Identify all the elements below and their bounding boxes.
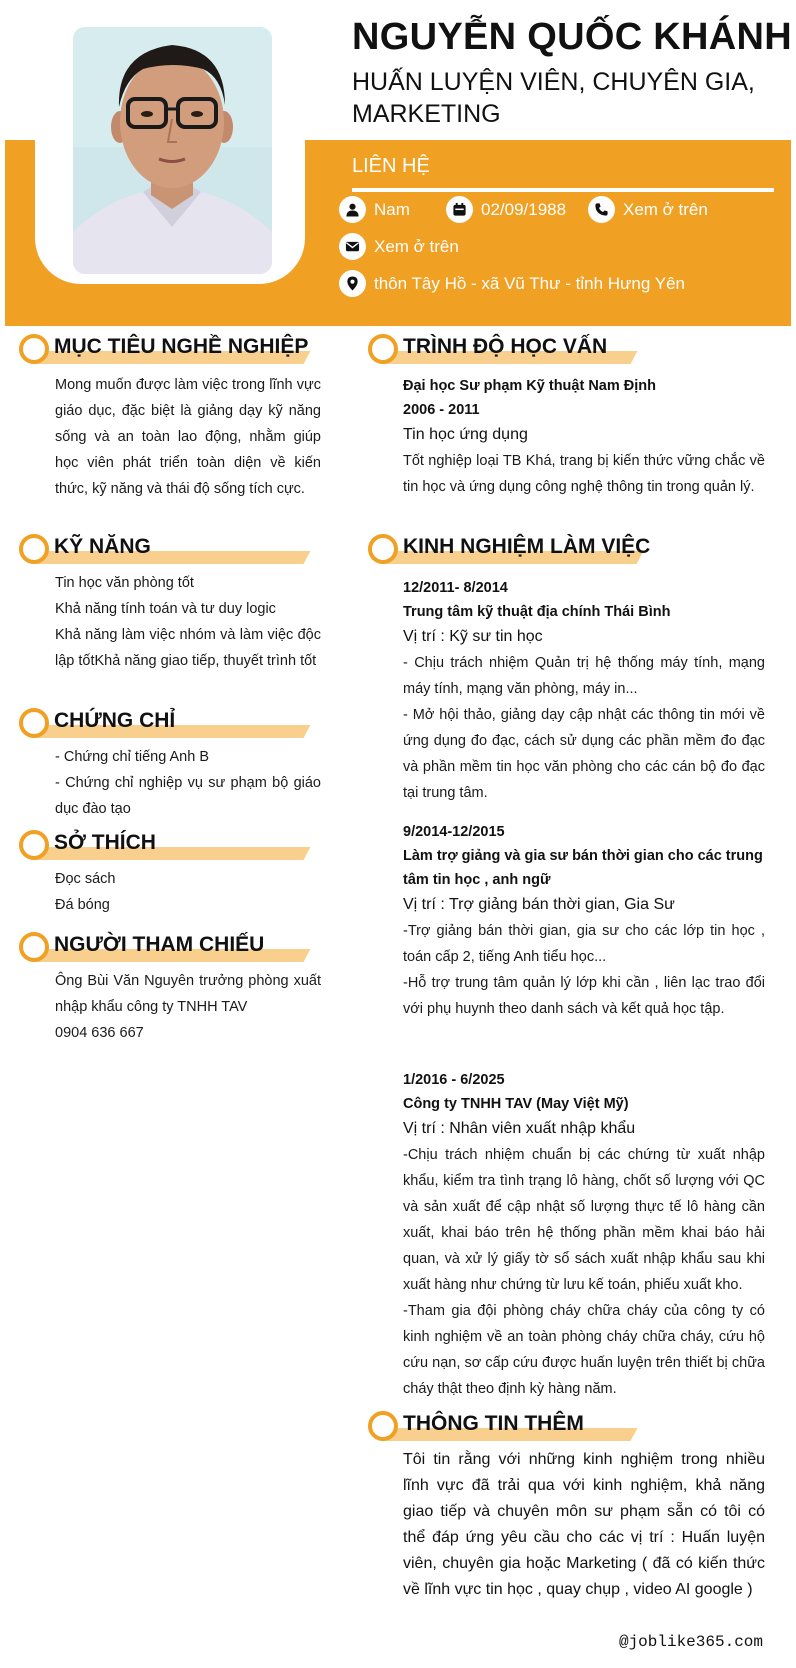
list-item: Khả năng tính toán và tư duy logic (55, 601, 276, 617)
contact-birthday (446, 196, 566, 223)
job-date: 1/2016 - 6/2025 (403, 1072, 505, 1088)
job-position: Vị trí : Nhân viên xuất nhập khẩu (403, 1120, 636, 1137)
education-major: Tin học ứng dụng (403, 426, 528, 443)
experience-entry (403, 820, 765, 1022)
hobbies-section-header (19, 828, 309, 862)
list-item: - Chứng chỉ tiếng Anh B (55, 749, 209, 765)
experience-entry (403, 576, 765, 806)
header-circle-icon (19, 830, 49, 860)
list-item: Đọc sách (55, 871, 116, 887)
experience-entry (403, 1068, 765, 1402)
job-detail-item: - Chịu trách nhiệm Quản trị hệ thống máy tính, mạng máy tính, mạng văn phòng, máy in... (403, 655, 765, 697)
list-item: Tin học văn phòng tốt (55, 575, 194, 591)
contact-address (339, 270, 685, 297)
address-value: thôn Tây Hồ - xã Vũ Thư - tỉnh Hưng Yên (374, 273, 685, 293)
education-years: 2006 - 2011 (403, 402, 480, 418)
references-section-header (19, 930, 309, 964)
additional-section-header (368, 1409, 648, 1443)
email-value: Xem ở trên (374, 236, 459, 256)
contact-phone (588, 196, 708, 223)
header-circle-icon (19, 708, 49, 738)
location-pin-icon (339, 270, 366, 297)
job-details (403, 1142, 765, 1402)
references-title: NGƯỜI THAM CHIẾU (54, 933, 265, 956)
education-description: Tốt nghiệp loại TB Khá, trang bị kiến thức vững chắc về tin học và ứng dụng công nghệ thông tin trong quản lý. (403, 453, 765, 495)
contact-gender (339, 196, 410, 223)
certificates-list (55, 744, 321, 822)
header-circle-icon (19, 534, 49, 564)
skills-list (55, 570, 321, 674)
user-icon (339, 196, 366, 223)
experience-section-header (368, 532, 658, 566)
job-position: Vị trí : Kỹ sư tin học (403, 628, 543, 645)
hobbies-list (55, 866, 321, 918)
calendar-icon (446, 196, 473, 223)
job-title: HUẤN LUYỆN VIÊN, CHUYÊN GIA, MARKETING (352, 68, 755, 128)
list-item: Khả năng làm việc nhóm và làm việc độc lập tốtKhả năng giao tiếp, thuyết trình tốt (55, 627, 321, 669)
education-school: Đại học Sư phạm Kỹ thuật Nam Định (403, 378, 656, 394)
job-date: 12/2011- 8/2014 (403, 580, 508, 596)
contact-email (339, 233, 459, 260)
hobbies-title: SỞ THÍCH (54, 831, 156, 854)
header-circle-icon (19, 932, 49, 962)
objective-text: Mong muốn được làm việc trong lĩnh vực giáo dục, đặc biệt là giảng dạy kỹ năng sống và an toàn lao động, nhằm giúp học viên phát triển toàn diện về kiến thức, kỹ năng và thái độ sống tích cực. (55, 377, 321, 497)
header-circle-icon (368, 534, 398, 564)
additional-title: THÔNG TIN THÊM (403, 1412, 584, 1435)
job-position: Vị trí : Trợ giảng bán thời gian, Gia Sư (403, 896, 675, 913)
header-circle-icon (368, 1411, 398, 1441)
list-item: Đá bóng (55, 897, 110, 913)
certificates-section-header (19, 706, 309, 740)
job-details (403, 650, 765, 806)
education-title: TRÌNH ĐỘ HỌC VẤN (403, 335, 608, 358)
job-company: Công ty TNHH TAV (May Việt Mỹ) (403, 1096, 629, 1112)
job-detail-item: -Trợ giảng bán thời gian, gia sư cho các lớp tin học , toán cấp 2, tiếng Anh tiểu học... (403, 923, 765, 965)
gender-value: Nam (374, 199, 410, 219)
profile-photo (73, 27, 272, 274)
skills-title: KỸ NĂNG (54, 535, 151, 558)
objective-title: MỤC TIÊU NGHỀ NGHIỆP (54, 335, 309, 358)
skills-section-header (19, 532, 309, 566)
job-company: Làm trợ giảng và gia sư bán thời gian cho các trung tâm tin học , anh ngữ (403, 848, 763, 888)
header-circle-icon (368, 334, 398, 364)
phone-icon (588, 196, 615, 223)
contact-divider (352, 188, 774, 192)
birthday-value: 02/09/1988 (481, 199, 567, 219)
header-circle-icon (19, 334, 49, 364)
footer-watermark: @joblike365.com (618, 1633, 763, 1651)
job-detail-item: -Hỗ trợ trung tâm quản lý lớp khi cần , liên lạc trao đổi với phụ huynh theo danh sách và kết quả học tập. (403, 975, 765, 1017)
list-item: 0904 636 667 (55, 1025, 144, 1041)
references-list (55, 968, 321, 1046)
phone-value: Xem ở trên (623, 199, 708, 219)
job-detail-item: -Tham gia đội phòng cháy chữa cháy của công ty có kinh nghiệm về an toàn phòng cháy chữa cháy, cứu hộ cứu nạn, sơ cấp cứu được huấn luyện trên thiết bị chữa cháy thật theo định kỳ hàng năm. (403, 1303, 765, 1397)
additional-text: Tôi tin rằng với những kinh nghiệm trong nhiều lĩnh vực đã trải qua với kinh nghiệm, khả năng giao tiếp và chuyên môn sư phạm sẵn có tôi có thể đáp ứng yêu cầu cho các vị trí : Huấn luyện viên, chuyên gia hoặc Marketing ( đã có kiến thức về lĩnh vực tin học , quay chụp , video AI google ) (403, 1451, 765, 1598)
candidate-name: NGUYỄN QUỐC KHÁNH (352, 16, 793, 58)
job-date: 9/2014-12/2015 (403, 824, 505, 840)
mail-icon (339, 233, 366, 260)
job-details (403, 918, 765, 1022)
education-section-header (368, 332, 648, 366)
job-company: Trung tâm kỹ thuật địa chính Thái Bình (403, 604, 671, 620)
education-entry (403, 374, 765, 500)
objective-section-header (19, 332, 309, 366)
job-detail-item: -Chịu trách nhiệm chuẩn bị các chứng từ xuất nhập khẩu, kiểm tra tình trạng lô hàng, chốt số lượng với QC và sản xuất để cập nhật số lượng thực tế lô hàng cần xuất, khai báo trên hệ thống phần mềm khai báo hải quan, và xử lý giấy tờ sổ sách xuất nhập khẩu sau khi xuất hàng như chứng từ lưu kế toán, phiếu xuất kho. (403, 1147, 765, 1293)
list-item: Ông Bùi Văn Nguyên trưởng phòng xuất nhập khẩu công ty TNHH TAV (55, 973, 321, 1015)
contact-heading: LIÊN HỆ (352, 155, 430, 177)
job-detail-item: - Mở hội thảo, giảng dạy cập nhật các thông tin mới về ứng dụng đo đạc, cách sử dụng các phần mềm đo đạc và phần mềm tin học văn phòng cho các cán bộ đo đạc tại trung tâm. (403, 707, 765, 801)
list-item: - Chứng chỉ nghiệp vụ sư phạm bộ giáo dục đào tạo (55, 775, 321, 817)
experience-title: KINH NGHIỆM LÀM VIỆC (403, 535, 651, 558)
certificates-title: CHỨNG CHỈ (54, 709, 176, 732)
